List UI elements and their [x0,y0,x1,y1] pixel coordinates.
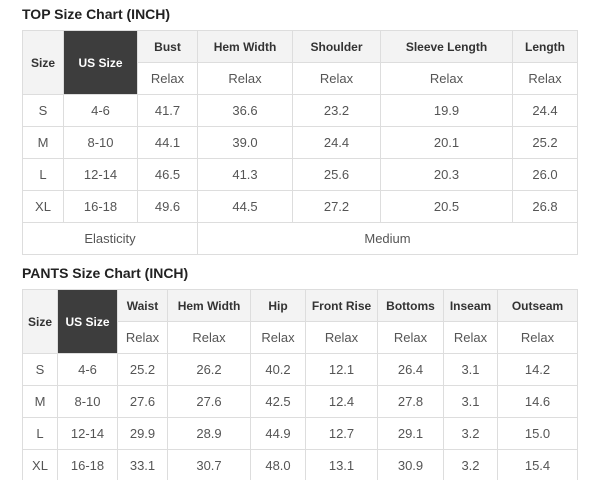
front-rise-value: 12.1 [306,354,378,386]
outseam-value: 15.0 [498,418,578,450]
pants-fit-front-rise: Relax [306,322,378,354]
hem-width-value: 36.6 [198,95,293,127]
pants-col-inseam: Inseam [444,290,498,322]
us-size-value: 16-18 [58,450,118,480]
pants-fit-hem-width: Relax [168,322,251,354]
size-label: XL [23,450,58,480]
pants-fit-outseam: Relax [498,322,578,354]
table-row [23,450,578,480]
pants-col-hem-width: Hem Width [168,290,251,322]
hem-width-value: 39.0 [198,127,293,159]
front-rise-value: 12.4 [306,386,378,418]
pants-col-us-size: US Size [58,290,118,354]
table-row [23,127,578,159]
pants-fit-inseam: Relax [444,322,498,354]
table-row [23,354,578,386]
size-label: M [23,386,58,418]
top-col-sleeve-length: Sleeve Length [381,31,513,63]
table-row [23,95,578,127]
length-value: 25.2 [513,127,578,159]
elasticity-row [23,223,578,255]
outseam-value: 14.2 [498,354,578,386]
sleeve-length-value: 20.3 [381,159,513,191]
hip-value: 42.5 [251,386,306,418]
us-size-value: 8-10 [64,127,138,159]
pants-size-chart-table [22,289,578,480]
top-size-chart-table [22,30,578,255]
table-row [23,418,578,450]
bottoms-value: 29.1 [378,418,444,450]
shoulder-value: 25.6 [293,159,381,191]
top-fit-hem-width: Relax [198,63,293,95]
us-size-value: 16-18 [64,191,138,223]
top-col-length: Length [513,31,578,63]
top-fit-length: Relax [513,63,578,95]
bottoms-value: 26.4 [378,354,444,386]
size-label: S [23,95,64,127]
waist-value: 33.1 [118,450,168,480]
hem-width-value: 26.2 [168,354,251,386]
top-header-row [23,31,578,63]
top-chart-title: TOP Size Chart (INCH) [22,6,171,22]
hem-width-value: 41.3 [198,159,293,191]
waist-value: 29.9 [118,418,168,450]
size-label: L [23,418,58,450]
bust-value: 44.1 [138,127,198,159]
table-row [23,159,578,191]
shoulder-value: 24.4 [293,127,381,159]
us-size-value: 4-6 [58,354,118,386]
elasticity-value: Medium [198,223,578,255]
sleeve-length-value: 20.1 [381,127,513,159]
size-label: XL [23,191,64,223]
us-size-value: 12-14 [58,418,118,450]
hem-width-value: 44.5 [198,191,293,223]
bust-value: 49.6 [138,191,198,223]
top-fit-sleeve-length: Relax [381,63,513,95]
hip-value: 48.0 [251,450,306,480]
size-label: L [23,159,64,191]
top-col-size: Size [23,31,64,95]
length-value: 26.0 [513,159,578,191]
top-fit-shoulder: Relax [293,63,381,95]
pants-col-hip: Hip [251,290,306,322]
pants-fit-bottoms: Relax [378,322,444,354]
inseam-value: 3.2 [444,450,498,480]
hem-width-value: 27.6 [168,386,251,418]
shoulder-value: 23.2 [293,95,381,127]
outseam-value: 14.6 [498,386,578,418]
shoulder-value: 27.2 [293,191,381,223]
pants-col-outseam: Outseam [498,290,578,322]
length-value: 24.4 [513,95,578,127]
table-row [23,386,578,418]
inseam-value: 3.2 [444,418,498,450]
us-size-value: 8-10 [58,386,118,418]
pants-col-bottoms: Bottoms [378,290,444,322]
size-label: M [23,127,64,159]
waist-value: 27.6 [118,386,168,418]
front-rise-value: 13.1 [306,450,378,480]
front-rise-value: 12.7 [306,418,378,450]
hem-width-value: 28.9 [168,418,251,450]
pants-col-waist: Waist [118,290,168,322]
us-size-value: 12-14 [64,159,138,191]
inseam-value: 3.1 [444,386,498,418]
table-row [23,191,578,223]
length-value: 26.8 [513,191,578,223]
hip-value: 40.2 [251,354,306,386]
pants-chart-title: PANTS Size Chart (INCH) [22,265,189,281]
sleeve-length-value: 19.9 [381,95,513,127]
pants-header-row [23,290,578,322]
pants-col-front-rise: Front Rise [306,290,378,322]
bottoms-value: 27.8 [378,386,444,418]
bust-value: 46.5 [138,159,198,191]
pants-fit-waist: Relax [118,322,168,354]
pants-fit-hip: Relax [251,322,306,354]
top-col-shoulder: Shoulder [293,31,381,63]
pants-col-size: Size [23,290,58,354]
top-col-us-size: US Size [64,31,138,95]
bust-value: 41.7 [138,95,198,127]
sleeve-length-value: 20.5 [381,191,513,223]
bottoms-value: 30.9 [378,450,444,480]
hip-value: 44.9 [251,418,306,450]
inseam-value: 3.1 [444,354,498,386]
top-col-bust: Bust [138,31,198,63]
size-label: S [23,354,58,386]
hem-width-value: 30.7 [168,450,251,480]
elasticity-label: Elasticity [23,223,198,255]
outseam-value: 15.4 [498,450,578,480]
us-size-value: 4-6 [64,95,138,127]
top-fit-bust: Relax [138,63,198,95]
top-col-hem-width: Hem Width [198,31,293,63]
waist-value: 25.2 [118,354,168,386]
